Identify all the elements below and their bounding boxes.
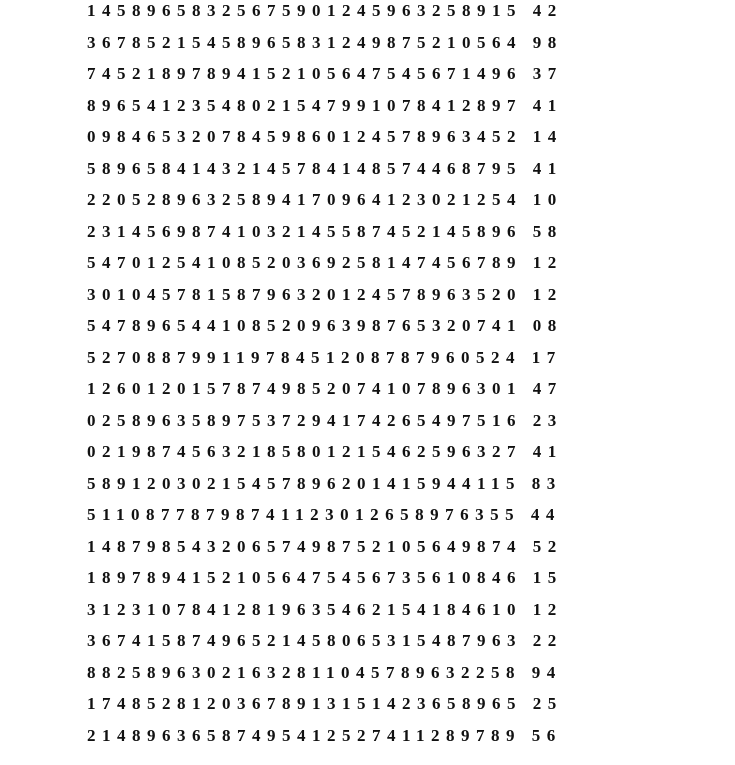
digit-row: 18978941521056475456735610846 15 bbox=[87, 568, 563, 587]
digit-grid bbox=[87, 0, 563, 751]
digit-row: 21489636587495412527411289789 56 bbox=[87, 725, 562, 745]
digit-row: 30104578158796320124578963520 12 bbox=[87, 284, 563, 304]
digit-row: 02198745632185801215462596327 41 bbox=[87, 442, 563, 461]
digit-row: 02589635897537294174265497516 23 bbox=[87, 410, 563, 430]
digit-row: 89654123548021547991078412897 41 bbox=[87, 95, 563, 115]
digit-row: 23145698741032145587452145896 58 bbox=[87, 221, 563, 241]
digit-row: 74521897894152105647545671496 37 bbox=[87, 64, 563, 83]
digit-row: 52708879911978451208787960524 17 bbox=[87, 347, 562, 367]
digit-row: 36741587496521458065315487963 22 bbox=[87, 631, 563, 650]
digit-row: 54789654410852096398765320741 08 bbox=[87, 316, 563, 335]
digit-row: 54701254108520369258147456789 12 bbox=[87, 253, 563, 272]
digit-row: 17485281203678913151423658965 25 bbox=[87, 694, 563, 713]
digit-row: 22052896325894170964123021254 10 bbox=[87, 190, 563, 209]
digit-row: 58965841432145784148574468795 41 bbox=[87, 158, 563, 178]
digit-row: 88258963021632811045789632258 94 bbox=[87, 662, 562, 682]
digit-row: 31231078412819635462154184610 12 bbox=[87, 599, 563, 619]
digit-row: 36785215458965831249875210564 98 bbox=[87, 32, 563, 52]
digit-row: 09846532078459860124578963452 14 bbox=[87, 127, 563, 146]
digit-row: 14879854320657498752105649874 52 bbox=[87, 536, 563, 556]
digit-row: 58912030215457896201415944115 83 bbox=[87, 473, 562, 493]
digit-row: 51108778798741123012658976355 44 bbox=[87, 505, 561, 524]
digit-row: 12601201578749852074107896301 47 bbox=[87, 379, 563, 398]
digit-row: 14589658325675901245963258915 42 bbox=[87, 1, 563, 20]
